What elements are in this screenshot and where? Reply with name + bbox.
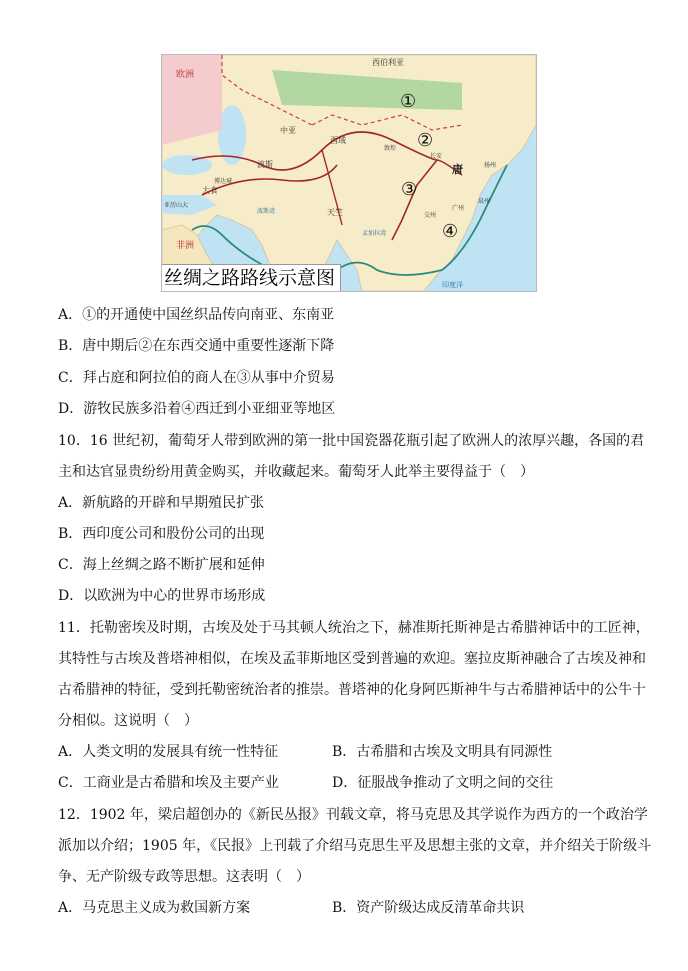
q9-option-c: C．拜占庭和阿拉伯的商人在③从事中介贸易 [58, 370, 335, 386]
label-indian-ocean: 印度洋 [442, 281, 463, 289]
q12-stem-line1: 12．1902 年，梁启超创办的《新民丛报》刊载文章，将马克思及其学说作为西方的一个政治学 [58, 807, 648, 823]
label-changan: 长安 [430, 153, 443, 160]
label-siberia: 西伯利亚 [372, 58, 404, 67]
label-persia: 波斯 [257, 160, 273, 169]
q11-stem-line2: 其特性与古埃及普塔神相似，在埃及孟菲斯地区受到普遍的欢迎。塞拉皮斯神融合了古埃及神和 [58, 651, 646, 667]
q11-stem-line1: 11．托勒密埃及时期，古埃及处于马其顿人统治之下，赫准斯托斯神是古希腊神话中的工匠神， [58, 620, 650, 636]
marker-2: ② [417, 130, 434, 151]
label-western-regions: 西域 [330, 136, 346, 145]
label-tianzhu: 天竺 [327, 208, 343, 217]
q11-option-b: B．古希腊和古埃及文明具有同源性 [332, 744, 553, 760]
q11-stem-line3: 古希腊神的特征，受到托勒密统治者的推崇。普塔神的化身阿匹斯神牛与古希腊神话中的公牛十 [58, 682, 646, 698]
q9-option-d: D．游牧民族多沿着④西迁到小亚细亚等地区 [58, 401, 336, 417]
label-dunhuang: 敦煌 [384, 145, 397, 152]
q12-stem-line2: 派加以介绍；1905 年，《民报》上刊载了介绍马克思生平及思想主张的文章，并介绍关于阶级斗 [58, 838, 652, 854]
label-persian-gulf: 波斯湾 [257, 208, 276, 215]
label-jiaozhou: 交州 [424, 212, 437, 219]
label-dashi: 大食 [202, 186, 218, 195]
europe-region [162, 55, 222, 145]
label-africa: 非洲 [176, 241, 195, 251]
q9-option-a: A．①的开通使中国丝织品传向南亚、东南亚 [58, 307, 335, 323]
label-central-asia: 中亚 [280, 126, 296, 135]
q12-stem-line3: 争、无产阶级专政等思想。这表明（ ） [58, 869, 310, 885]
label-baghdad: 博达城 [214, 178, 233, 185]
q10-stem-line1: 10．16 世纪初，葡萄牙人带到欧洲的第一批中国瓷器花瓶引起了欧洲人的浓厚兴趣，各国的君 [58, 433, 645, 449]
q11-stem-line4: 分相似。这说明（ ） [58, 713, 198, 729]
label-alexandria: 亚历山大 [164, 202, 189, 209]
label-europe: 欧洲 [176, 70, 195, 80]
label-tang: 唐 [452, 163, 463, 176]
silk-road-map-drawing [162, 55, 536, 291]
q9-option-b: B．唐中期后②在东西交通中重要性逐渐下降 [58, 338, 335, 354]
label-guangzhou: 广州 [452, 205, 465, 212]
q10-option-a: A．新航路的开辟和早期殖民扩张 [58, 495, 265, 511]
q10-stem-line2: 主和达官显贵纷纷用黄金购买，并收藏起来。葡萄牙人此举主要得益于（ ） [58, 464, 534, 480]
label-quanzhou: 泉州 [478, 198, 491, 205]
q10-option-c: C．海上丝绸之路不断扩展和延伸 [58, 557, 265, 573]
q10-option-b: B．西印度公司和股份公司的出现 [58, 526, 265, 542]
label-bay-of-bengal: 孟加拉湾 [362, 230, 387, 237]
q12-option-b: B．资产阶级达成反清革命共识 [332, 900, 525, 916]
q11-option-a: A．人类文明的发展具有统一性特征 [58, 744, 279, 760]
q10-option-d: D．以欧洲为中心的世界市场形成 [58, 588, 266, 604]
marker-4: ④ [442, 221, 459, 242]
marker-1: ① [400, 91, 417, 112]
marker-3: ③ [401, 179, 418, 200]
map-caption: 丝绸之路路线示意图 [162, 264, 341, 291]
silk-road-map [161, 54, 537, 292]
q11-option-d: D．征服战争推动了文明之间的交往 [332, 775, 554, 791]
q11-option-c: C．工商业是古希腊和埃及主要产业 [58, 775, 279, 791]
label-yangzhou: 扬州 [484, 162, 497, 169]
q12-option-a: A．马克思主义成为救国新方案 [58, 900, 251, 916]
